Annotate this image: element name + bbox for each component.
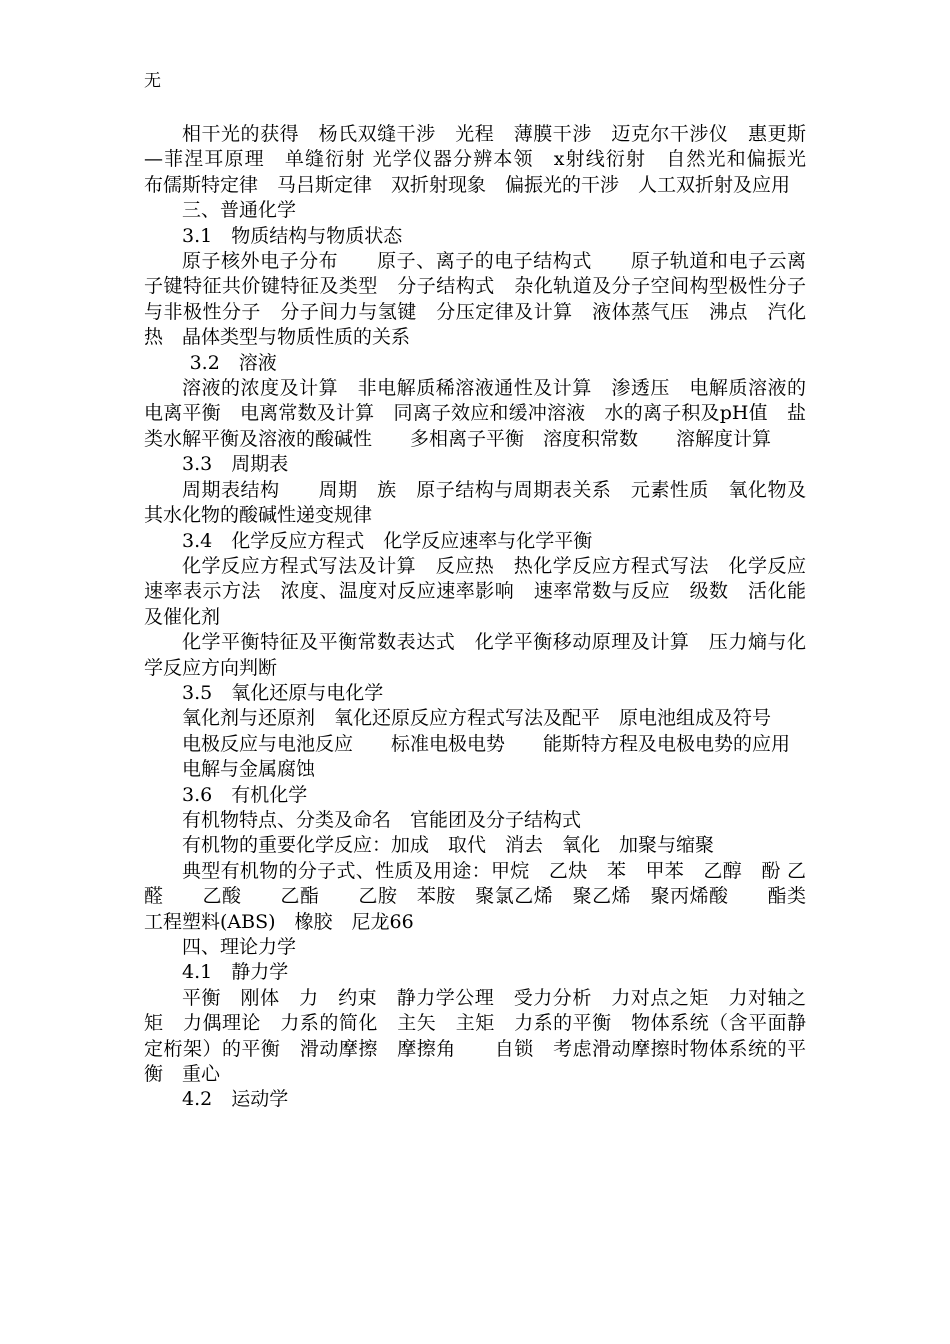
- paragraph-organic-naming: 有机物特点、分类及命名 官能团及分子结构式: [182, 808, 582, 831]
- paragraph-optics-interference: 相干光的获得 杨氏双缝干涉 光程 薄膜干涉 迈克尔干涉仪 惠更斯—菲涅耳原理 单缝衍射 光学仪器分辨本领 x射线衍射 自然光和偏振光 布儒斯特定律 马吕斯定律 双折射现象 偏振光的干涉 人工双折射及应用: [144, 123, 826, 196]
- section-heading-mechanics: 四、理论力学: [182, 936, 297, 958]
- subsection-heading-4-1: 4.1 静力学: [182, 961, 289, 984]
- subsection-heading-3-1: 3.1 物质结构与物质状态: [182, 224, 403, 247]
- paragraph-solution: 溶液的浓度及计算 非电解质稀溶液通性及计算 渗透压 电解质溶液的电离平衡 电离常数及计算 同离子效应和缓冲溶液 水的离子积及pH值 盐类水解平衡及溶液的酸碱性 多相离子平衡 溶度积常数 溶解度计算: [144, 377, 806, 450]
- document-body: [144, 122, 826, 1113]
- section-heading-chemistry: 三、普通化学: [182, 199, 297, 222]
- subsection-heading-3-2: 3.2 溶液: [189, 351, 277, 374]
- subsection-heading-3-4: 3.4 化学反应方程式 化学反应速率与化学平衡: [182, 529, 593, 552]
- paragraph-reaction-rate: 化学反应方程式写法及计算 反应热 热化学反应方程式写法 化学反应速率表示方法 浓度、温度对反应速率影响 速率常数与反应 级数 活化能及催化剂: [144, 554, 806, 628]
- subsection-heading-4-2: 4.2 运动学: [182, 1088, 289, 1111]
- paragraph-redox: 氧化剂与还原剂 氧化还原反应方程式写法及配平 原电池组成及符号: [182, 707, 772, 730]
- paragraph-statics: 平衡 刚体 力 约束 静力学公理 受力分析 力对点之矩 力对轴之矩 力偶理论 力系的简化 主矢 主矩 力系的平衡 物体系统（含平面静定桁架）的平衡 滑动摩擦 摩擦角 自锁 考虑滑动摩擦时物体系统的平衡 重心: [144, 986, 806, 1086]
- paragraph-periodic-table: 周期表结构 周期 族 原子结构与周期表关系 元素性质 氧化物及其水化物的酸碱性递变规律: [144, 478, 806, 527]
- paragraph-organic-reactions: 有机物的重要化学反应：加成 取代 消去 氧化 加聚与缩聚: [182, 834, 715, 857]
- page-header: 无: [144, 71, 161, 91]
- paragraph-organic-compounds: 典型有机物的分子式、性质及用途：甲烷 乙炔 苯 甲苯 乙醇 酚 乙醛 乙酸 乙酯 乙胺 苯胺 聚氯乙烯 聚乙烯 聚丙烯酸 酯类 工程塑料(ABS) 橡胶 尼龙66: [144, 859, 826, 933]
- paragraph-electrolysis: 电解与金属腐蚀: [182, 758, 316, 781]
- subsection-heading-3-5: 3.5 氧化还原与电化学: [182, 681, 384, 704]
- subsection-heading-3-3: 3.3 周期表: [182, 453, 289, 476]
- paragraph-equilibrium: 化学平衡特征及平衡常数表达式 化学平衡移动原理及计算 压力熵与化学反应方向判断: [144, 631, 806, 679]
- paragraph-structure: 原子核外电子分布 原子、离子的电子结构式 原子轨道和电子云离子键特征共价键特征及类型 分子结构式 杂化轨道及分子空间构型极性分子与非极性分子 分子间力与氢键 分压定律及计算 液体蒸气压 沸点 汽化热 晶体类型与物质性质的关系: [144, 250, 806, 349]
- subsection-heading-3-6: 3.6 有机化学: [182, 783, 308, 806]
- paragraph-electrode: 电极反应与电池反应 标准电极电势 能斯特方程及电极电势的应用: [182, 732, 791, 755]
